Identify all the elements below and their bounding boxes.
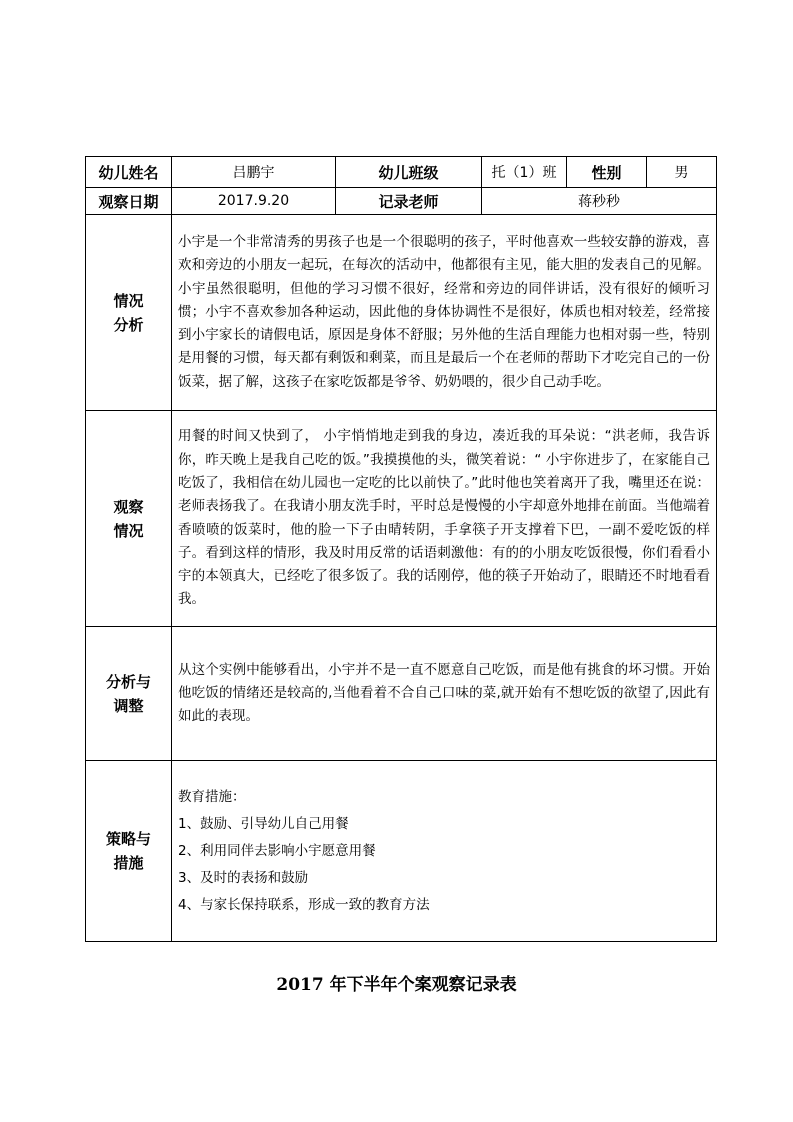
observation-record-table — [85, 156, 717, 942]
measure-item: 1、鼓励、引导幼儿自己用餐 — [178, 815, 349, 832]
child-class-value: 托（1）班 — [482, 157, 567, 188]
basic-info-row — [86, 157, 717, 188]
analysis-adjustment-text: 从这个实例中能够看出，小宇并不是一直不愿意自己吃饭，而是他有挑食的坏习惯。开始他吃饭的情绪还是较高的,当他看着不合自己口味的菜,就开始有不想吃饭的欲望了,因此有如此的表现。 — [172, 627, 717, 761]
measure-item: 3、及时的表扬和鼓励 — [178, 869, 309, 886]
measures-heading: 教育措施： — [178, 788, 246, 805]
child-name-value: 吕鹏宇 — [172, 157, 336, 188]
observation-situation-row — [86, 411, 717, 627]
observation-date-value: 2017.9.20 — [172, 188, 336, 215]
strategy-measures-content — [172, 761, 717, 942]
recording-teacher-label: 记录老师 — [336, 188, 482, 215]
strategy-measures-label: 策略与 措施 — [86, 761, 172, 942]
gender-value: 男 — [647, 157, 717, 188]
strategy-measures-row — [86, 761, 717, 942]
gender-label: 性别 — [567, 157, 647, 188]
situation-analysis-label: 情况 分析 — [86, 215, 172, 411]
analysis-adjustment-label: 分析与 调整 — [86, 627, 172, 761]
recording-teacher-value: 蒋秒秒 — [482, 188, 717, 215]
measure-item: 2、利用同伴去影响小宇愿意用餐 — [178, 842, 376, 859]
observation-situation-label: 观察 情况 — [86, 411, 172, 627]
observation-situation-text: 用餐的时间又快到了， 小宇悄悄地走到我的身边，凑近我的耳朵说：“洪老师，我告诉你，昨天晚上是我自己吃的饭。”我摸摸他的头，微笑着说：“ 小宇你进步了，在家能自己吃饭了，我相信在幼儿园也一定吃的比以前快了。”此时他也笑着离开了我，嘴里还在说：老师表扬我了。在我请小朋友洗手时，平时总是慢慢的小宇却意外地排在前面。当他端着香喷喷的饭菜时，他的脸一下子由晴转阴，手拿筷子开支撑着下巴，一副不爱吃饭的样子。看到这样的情形，我及时用反常的话语刺激他：有的的小朋友吃饭很慢，你们看看小宇的本领真大，已经吃了很多饭了。我的话刚停，他的筷子开始动了，眼睛还不时地看看我。 — [172, 411, 717, 627]
analysis-adjustment-row — [86, 627, 717, 761]
measure-item: 4、与家长保持联系，形成一致的教育方法 — [178, 896, 430, 913]
observation-date-label: 观察日期 — [86, 188, 172, 215]
document-title: 2017 年下半年个案观察记录表 — [276, 975, 517, 995]
child-name-label: 幼儿姓名 — [86, 157, 172, 188]
child-class-label: 幼儿班级 — [336, 157, 482, 188]
situation-analysis-text: 小宇是一个非常清秀的男孩子也是一个很聪明的孩子，平时他喜欢一些较安静的游戏，喜欢和旁边的小朋友一起玩，在每次的活动中，他都很有主见，能大胆的发表自己的见解。小宇虽然很聪明，但他的学习习惯不很好，经常和旁边的同伴讲话，没有很好的倾听习惯；小宇不喜欢参加各种运动，因此他的身体协调性不是很好，体质也相对较差，经常接到小宇家长的请假电话，原因是身体不舒服；另外他的生活自理能力也相对弱一些，特别是用餐的习惯，每天都有剩饭和剩菜，而且是最后一个在老师的帮助下才吃完自己的一份饭菜，据了解，这孩子在家吃饭都是爷爷、奶奶喂的，很少自己动手吃。 — [172, 215, 717, 411]
date-teacher-row — [86, 188, 717, 215]
situation-analysis-row — [86, 215, 717, 411]
